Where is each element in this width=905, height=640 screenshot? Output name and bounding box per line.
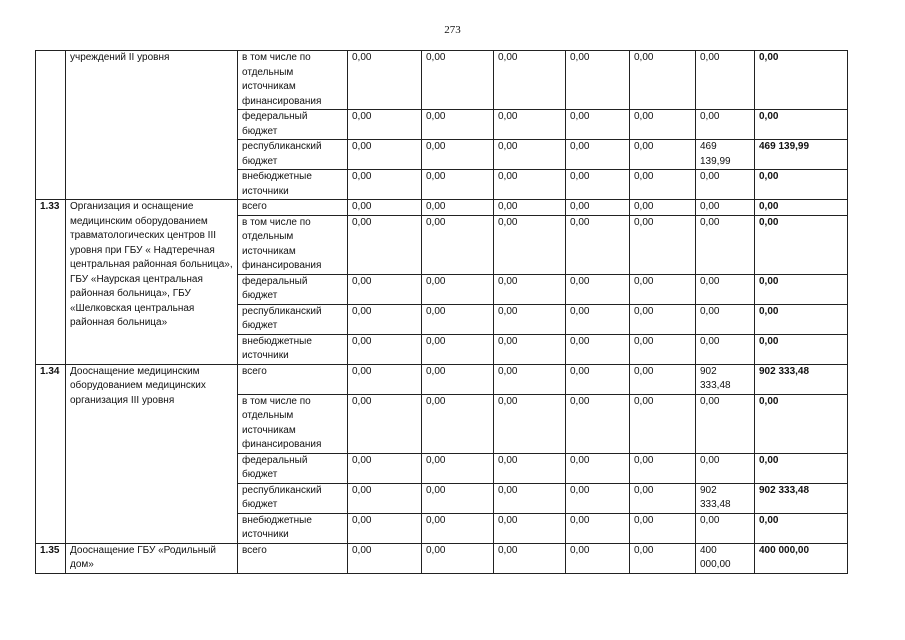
item-name: Организация и оснащение медицинским оборудованием травматологических центров III уровня при ГБУ « Надтеречная центральная районная больница», ГБУ «Наурская центральная районная больница», ГБУ «Шелковская центральная районная больница»	[66, 200, 238, 365]
year-value-3: 0,00	[494, 513, 566, 543]
year-value-4: 0,00	[566, 334, 630, 364]
year-value-5: 0,00	[630, 110, 696, 140]
total-value: 902 333,48	[755, 483, 848, 513]
funding-source: в том числе по отдельным источникам финансирования	[238, 51, 348, 110]
total-value: 902 333,48	[755, 364, 848, 394]
year-value-6: 0,00	[696, 200, 755, 216]
year-value-2: 0,00	[422, 274, 494, 304]
year-value-3: 0,00	[494, 483, 566, 513]
year-value-6: 0,00	[696, 110, 755, 140]
year-value-1: 0,00	[348, 483, 422, 513]
year-value-3: 0,00	[494, 394, 566, 453]
total-value: 0,00	[755, 453, 848, 483]
table-row	[36, 364, 848, 394]
year-value-1: 0,00	[348, 364, 422, 394]
item-name: Дооснащение медицинским оборудованием медицинских организация III уровня	[66, 364, 238, 543]
page-number: 273	[444, 24, 461, 36]
year-value-1: 0,00	[348, 394, 422, 453]
year-value-6: 902 333,48	[696, 364, 755, 394]
year-value-5: 0,00	[630, 170, 696, 200]
funding-source: в том числе по отдельным источникам финансирования	[238, 215, 348, 274]
funding-source: республиканский бюджет	[238, 304, 348, 334]
year-value-5: 0,00	[630, 215, 696, 274]
year-value-1: 0,00	[348, 51, 422, 110]
total-value: 0,00	[755, 110, 848, 140]
item-number	[36, 51, 66, 200]
year-value-3: 0,00	[494, 304, 566, 334]
year-value-3: 0,00	[494, 274, 566, 304]
year-value-3: 0,00	[494, 364, 566, 394]
year-value-6: 0,00	[696, 51, 755, 110]
year-value-6: 0,00	[696, 394, 755, 453]
total-value: 469 139,99	[755, 140, 848, 170]
year-value-4: 0,00	[566, 304, 630, 334]
funding-source: федеральный бюджет	[238, 274, 348, 304]
year-value-6: 0,00	[696, 170, 755, 200]
funding-source: всего	[238, 543, 348, 573]
funding-source: республиканский бюджет	[238, 140, 348, 170]
total-value: 0,00	[755, 170, 848, 200]
year-value-1: 0,00	[348, 140, 422, 170]
year-value-5: 0,00	[630, 140, 696, 170]
year-value-4: 0,00	[566, 51, 630, 110]
year-value-1: 0,00	[348, 334, 422, 364]
year-value-5: 0,00	[630, 483, 696, 513]
year-value-4: 0,00	[566, 543, 630, 573]
year-value-1: 0,00	[348, 453, 422, 483]
total-value: 0,00	[755, 51, 848, 110]
year-value-4: 0,00	[566, 110, 630, 140]
funding-source: внебюджетные источники	[238, 170, 348, 200]
year-value-5: 0,00	[630, 334, 696, 364]
year-value-4: 0,00	[566, 394, 630, 453]
year-value-5: 0,00	[630, 513, 696, 543]
year-value-2: 0,00	[422, 483, 494, 513]
year-value-4: 0,00	[566, 274, 630, 304]
year-value-6: 0,00	[696, 334, 755, 364]
year-value-2: 0,00	[422, 334, 494, 364]
table-row	[36, 51, 848, 110]
year-value-5: 0,00	[630, 453, 696, 483]
year-value-3: 0,00	[494, 215, 566, 274]
funding-source: внебюджетные источники	[238, 513, 348, 543]
total-value: 0,00	[755, 334, 848, 364]
year-value-3: 0,00	[494, 334, 566, 364]
year-value-6: 0,00	[696, 513, 755, 543]
year-value-4: 0,00	[566, 200, 630, 216]
year-value-2: 0,00	[422, 110, 494, 140]
total-value: 0,00	[755, 513, 848, 543]
year-value-3: 0,00	[494, 170, 566, 200]
year-value-2: 0,00	[422, 394, 494, 453]
year-value-2: 0,00	[422, 170, 494, 200]
year-value-3: 0,00	[494, 51, 566, 110]
year-value-3: 0,00	[494, 140, 566, 170]
budget-table	[35, 50, 848, 574]
table-row	[36, 200, 848, 216]
year-value-2: 0,00	[422, 200, 494, 216]
year-value-4: 0,00	[566, 453, 630, 483]
year-value-5: 0,00	[630, 51, 696, 110]
year-value-1: 0,00	[348, 513, 422, 543]
year-value-5: 0,00	[630, 274, 696, 304]
funding-source: федеральный бюджет	[238, 453, 348, 483]
total-value: 0,00	[755, 304, 848, 334]
year-value-2: 0,00	[422, 304, 494, 334]
total-value: 0,00	[755, 215, 848, 274]
funding-source: всего	[238, 364, 348, 394]
year-value-6: 400 000,00	[696, 543, 755, 573]
funding-source: всего	[238, 200, 348, 216]
year-value-6: 0,00	[696, 215, 755, 274]
item-number: 1.33	[36, 200, 66, 365]
year-value-5: 0,00	[630, 304, 696, 334]
funding-source: внебюджетные источники	[238, 334, 348, 364]
year-value-1: 0,00	[348, 215, 422, 274]
year-value-5: 0,00	[630, 543, 696, 573]
total-value: 0,00	[755, 274, 848, 304]
year-value-4: 0,00	[566, 140, 630, 170]
table-row	[36, 543, 848, 573]
funding-source: республиканский бюджет	[238, 483, 348, 513]
year-value-6: 0,00	[696, 453, 755, 483]
year-value-1: 0,00	[348, 170, 422, 200]
year-value-4: 0,00	[566, 215, 630, 274]
year-value-2: 0,00	[422, 513, 494, 543]
year-value-1: 0,00	[348, 200, 422, 216]
year-value-3: 0,00	[494, 110, 566, 140]
year-value-1: 0,00	[348, 543, 422, 573]
year-value-6: 902 333,48	[696, 483, 755, 513]
year-value-1: 0,00	[348, 274, 422, 304]
funding-source: в том числе по отдельным источникам финансирования	[238, 394, 348, 453]
year-value-4: 0,00	[566, 170, 630, 200]
year-value-2: 0,00	[422, 140, 494, 170]
year-value-4: 0,00	[566, 364, 630, 394]
year-value-2: 0,00	[422, 453, 494, 483]
item-name: Дооснащение ГБУ «Родильный дом»	[66, 543, 238, 573]
total-value: 0,00	[755, 394, 848, 453]
year-value-6: 0,00	[696, 304, 755, 334]
year-value-4: 0,00	[566, 483, 630, 513]
year-value-3: 0,00	[494, 543, 566, 573]
year-value-2: 0,00	[422, 51, 494, 110]
year-value-4: 0,00	[566, 513, 630, 543]
year-value-6: 0,00	[696, 274, 755, 304]
year-value-5: 0,00	[630, 394, 696, 453]
year-value-1: 0,00	[348, 110, 422, 140]
total-value: 0,00	[755, 200, 848, 216]
item-number: 1.35	[36, 543, 66, 573]
year-value-5: 0,00	[630, 200, 696, 216]
total-value: 400 000,00	[755, 543, 848, 573]
year-value-3: 0,00	[494, 453, 566, 483]
year-value-1: 0,00	[348, 304, 422, 334]
year-value-2: 0,00	[422, 215, 494, 274]
funding-source: федеральный бюджет	[238, 110, 348, 140]
year-value-2: 0,00	[422, 543, 494, 573]
year-value-3: 0,00	[494, 200, 566, 216]
year-value-5: 0,00	[630, 364, 696, 394]
item-name: учреждений II уровня	[66, 51, 238, 200]
year-value-2: 0,00	[422, 364, 494, 394]
year-value-6: 469 139,99	[696, 140, 755, 170]
item-number: 1.34	[36, 364, 66, 543]
